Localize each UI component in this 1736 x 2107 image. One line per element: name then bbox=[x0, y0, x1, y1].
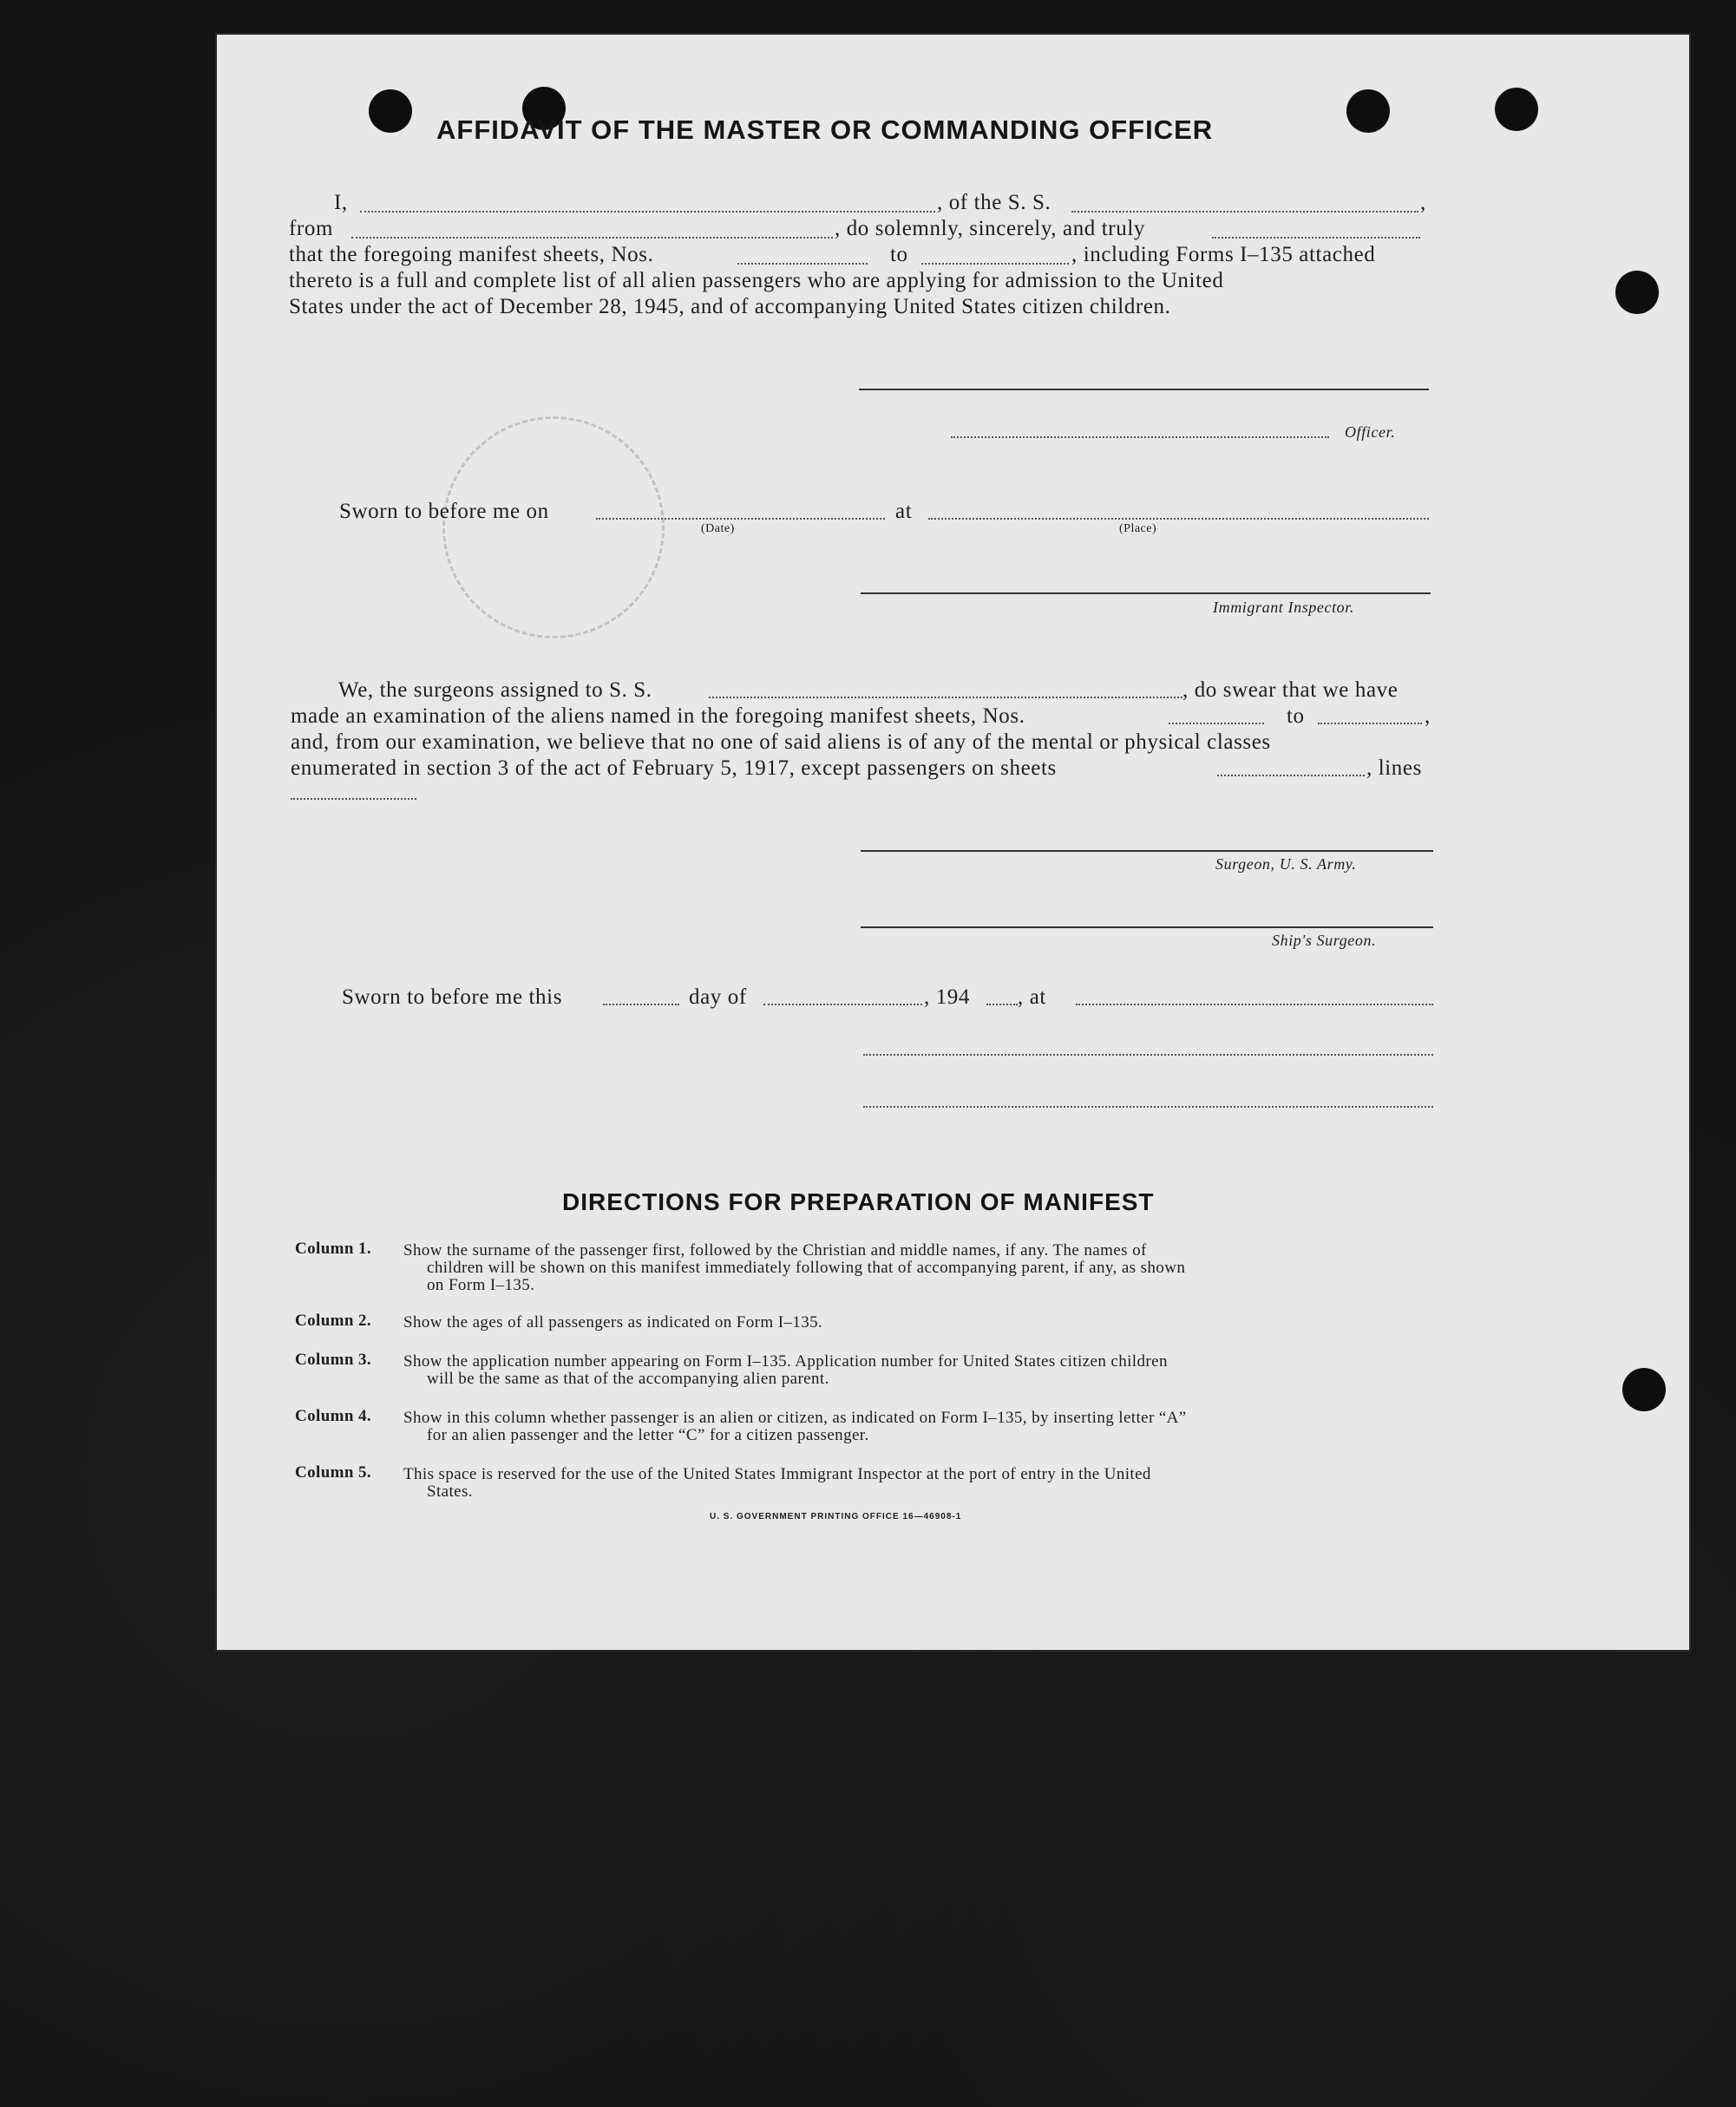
from-port-field[interactable] bbox=[351, 237, 833, 239]
affidavit-i: I, bbox=[334, 191, 348, 214]
date-label: (Date) bbox=[701, 522, 735, 535]
surgeons-lines: , lines bbox=[1366, 756, 1422, 780]
directions-title: DIRECTIONS FOR PREPARATION OF MANIFEST bbox=[562, 1188, 1155, 1215]
at-text: , at bbox=[1018, 985, 1046, 1009]
affidavit-comma: , bbox=[1420, 191, 1426, 214]
army-surgeon-signature-line[interactable] bbox=[861, 850, 1433, 852]
ship-surgeon-signature-line[interactable] bbox=[861, 926, 1433, 928]
column-2-line1: Show the ages of all passengers as indicated on Form I–135. bbox=[403, 1313, 823, 1332]
except-lines-field[interactable] bbox=[291, 798, 416, 800]
officer-title-line[interactable] bbox=[951, 436, 1329, 438]
master-name-field[interactable] bbox=[360, 211, 935, 213]
column-3-line2: will be the same as that of the accompanying alien parent. bbox=[427, 1370, 829, 1388]
printer-imprint: U. S. GOVERNMENT PRINTING OFFICE 16—46908-1 bbox=[710, 1512, 962, 1521]
column-1-line1: Show the surname of the passenger first, followed by the Christian and middle names, if any. The names of bbox=[403, 1241, 1147, 1260]
surgeon-inspector-line-2[interactable] bbox=[863, 1106, 1433, 1108]
faint-stamp bbox=[442, 416, 665, 638]
surgeons-swear: , do swear that we have bbox=[1182, 678, 1399, 702]
except-sheets-field[interactable] bbox=[1217, 775, 1365, 776]
affidavit-line4: thereto is a full and complete list of all alien passengers who are applying for admission to the United bbox=[289, 269, 1224, 292]
column-3-label: Column 3. bbox=[295, 1351, 372, 1369]
surgeons-comma: , bbox=[1425, 704, 1431, 728]
surgeons-enumerated: enumerated in section 3 of the act of February 5, 1917, except passengers on sheets bbox=[291, 756, 1057, 780]
surgeons-we: We, the surgeons assigned to S. S. bbox=[338, 678, 652, 702]
affidavit-including: , including Forms I–135 attached bbox=[1071, 243, 1376, 266]
column-4-label: Column 4. bbox=[295, 1407, 372, 1425]
punch-hole bbox=[1495, 88, 1538, 131]
army-surgeon-label: Surgeon, U. S. Army. bbox=[1215, 855, 1357, 873]
sworn-year-field[interactable] bbox=[986, 1004, 1018, 1005]
officer-label: Officer. bbox=[1345, 423, 1396, 441]
column-5-line2: States. bbox=[427, 1482, 473, 1501]
surgeons-line3: and, from our examination, we believe that no one of said aliens is of any of the mental or physical classes bbox=[291, 730, 1271, 754]
affidavit-title: AFFIDAVIT OF THE MASTER OR COMMANDING OFFICER bbox=[436, 115, 1214, 145]
sworn-date-field[interactable] bbox=[596, 518, 885, 520]
sheets-from-field[interactable] bbox=[737, 263, 868, 265]
sworn-at-place-field[interactable] bbox=[1076, 1004, 1433, 1005]
punch-hole bbox=[369, 89, 412, 133]
affidavit-line5: States under the act of December 28, 1945, and of accompanying United States citizen children. bbox=[289, 295, 1171, 318]
inspector-label: Immigrant Inspector. bbox=[1213, 599, 1354, 616]
column-1-line3: on Form I–135. bbox=[427, 1276, 535, 1294]
officer-signature-line[interactable] bbox=[859, 389, 1429, 390]
day-of-text: day of bbox=[689, 985, 747, 1009]
affidavit-of-ss: , of the S. S. bbox=[937, 191, 1051, 214]
affidavit-from: from bbox=[289, 217, 333, 240]
ship-surgeon-label: Ship's Surgeon. bbox=[1272, 932, 1377, 949]
surgeons-made: made an examination of the aliens named in the foregoing manifest sheets, Nos. bbox=[291, 704, 1025, 728]
affidavit-that: that the foregoing manifest sheets, Nos. bbox=[289, 243, 654, 266]
sworn-day-field[interactable] bbox=[603, 1004, 679, 1005]
column-5-label: Column 5. bbox=[295, 1463, 372, 1482]
ship-name-field[interactable] bbox=[1071, 211, 1418, 213]
surgeon-sheets-to-field[interactable] bbox=[1318, 723, 1422, 724]
swear-extra-field[interactable] bbox=[1212, 237, 1420, 239]
year-text: , 194 bbox=[924, 985, 970, 1009]
sworn-on-text: Sworn to before me on bbox=[339, 500, 549, 523]
place-label: (Place) bbox=[1119, 522, 1157, 535]
sworn-this-text: Sworn to before me this bbox=[342, 985, 563, 1009]
affidavit-to: to bbox=[890, 243, 908, 266]
surgeons-to: to bbox=[1287, 704, 1305, 728]
column-4-line1: Show in this column whether passenger is an alien or citizen, as indicated on Form I–135, by inserting letter “A” bbox=[403, 1409, 1187, 1427]
column-2-label: Column 2. bbox=[295, 1312, 372, 1330]
surgeon-ship-field[interactable] bbox=[709, 697, 1182, 698]
punch-hole bbox=[1622, 1368, 1666, 1411]
surgeon-inspector-line-1[interactable] bbox=[863, 1054, 1433, 1056]
punch-hole bbox=[1615, 271, 1659, 314]
sheets-to-field[interactable] bbox=[921, 263, 1069, 265]
surgeon-sheets-from-field[interactable] bbox=[1169, 723, 1264, 724]
sworn-at: at bbox=[895, 500, 913, 523]
sworn-month-field[interactable] bbox=[763, 1004, 922, 1005]
column-3-line1: Show the application number appearing on Form I–135. Application number for United States citizen children bbox=[403, 1352, 1168, 1371]
punch-hole bbox=[1346, 89, 1390, 133]
column-1-label: Column 1. bbox=[295, 1240, 372, 1258]
affidavit-swear: , do solemnly, sincerely, and truly bbox=[835, 217, 1145, 240]
inspector-signature-line[interactable] bbox=[861, 592, 1431, 594]
column-4-line2: for an alien passenger and the letter “C” for a citizen passenger. bbox=[427, 1426, 869, 1444]
column-1-line2: children will be shown on this manifest immediately following that of accompanying parent, if any, as shown bbox=[427, 1259, 1186, 1277]
document-page bbox=[217, 35, 1689, 1650]
sworn-place-field[interactable] bbox=[928, 518, 1429, 520]
column-5-line1: This space is reserved for the use of the United States Immigrant Inspector at the port of entry in the United bbox=[403, 1465, 1151, 1483]
